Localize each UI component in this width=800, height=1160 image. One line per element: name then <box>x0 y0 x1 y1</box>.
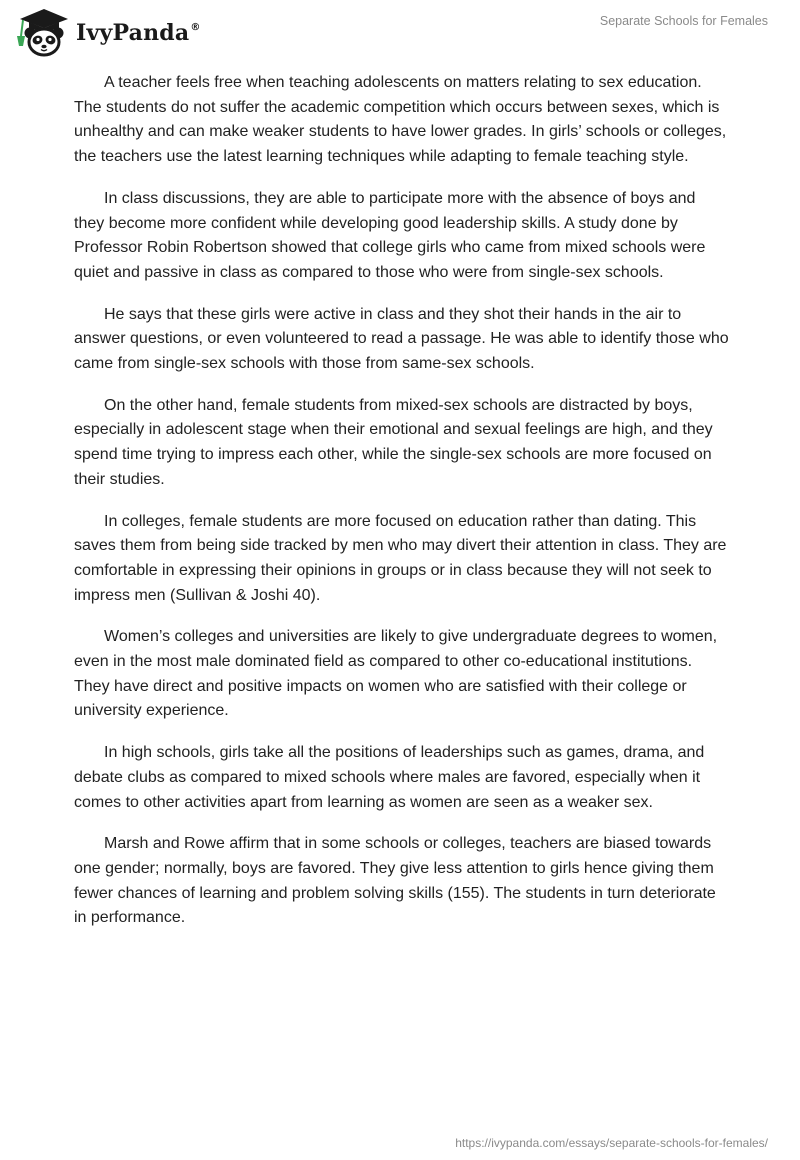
brand-text: IvyPanda <box>76 20 190 46</box>
paragraph: In colleges, female students are more focused on education rather than dating. This saves them from being side tracked by men who may divert their attention in class. They are comfortable in expressing their opinions in groups or in class because they will not seek to impress men (Sullivan & Joshi 40). <box>74 512 727 604</box>
panda-graduate-icon <box>14 6 72 58</box>
essay-body <box>74 71 730 948</box>
paragraph: Women’s colleges and universities are likely to give undergraduate degrees to women, even in the most male dominated field as compared to other co-educational institutions. They have direct and positive impacts on women who are satisfied with their college or university experience. <box>74 628 718 720</box>
document-title: Separate Schools for Females <box>599 14 768 28</box>
paragraph: In high schools, girls take all the positions of leaderships such as games, drama, and debate clubs as compared to mixed schools where males are favored, especially when it comes to other activities apart from learning as women are seen as a weaker sex. <box>74 744 705 811</box>
paragraph: Marsh and Rowe affirm that in some schools or colleges, teachers are biased towards one gender; normally, boys are favored. They give less attention to girls hence giving them fewer chances of learning and problem solving skills (155). The students in turn deteriorate in performance. <box>74 835 716 927</box>
paragraph: A teacher feels free when teaching adolescents on matters relating to sex education. The students do not suffer the academic competition which occurs between sexes, which is unhealthy and can make weaker students to have lower grades. In girls’ schools or colleges, the teachers use the latest learning techniques while adapting to female teaching style. <box>74 74 727 166</box>
registered-mark: ® <box>190 22 201 33</box>
brand-name <box>76 20 201 46</box>
paragraph: In class discussions, they are able to participate more with the absence of boys and they become more confident while developing good leadership skills. A study done by Professor Robin Robertson showed that college girls who came from mixed schools were quiet and passive in class as compared to those who were from single-sex schools. <box>74 189 706 281</box>
paragraph: He says that these girls were active in class and they shot their hands in the air to answer questions, or even volunteered to read a passage. He was able to identify those who came from single-sex schools with those from same-sex schools. <box>74 305 729 373</box>
source-url[interactable]: https://ivypanda.com/essays/separate-schools-for-females/ <box>455 1136 768 1150</box>
ivypanda-logo[interactable] <box>14 6 201 58</box>
page-header <box>0 0 800 70</box>
paragraph: On the other hand, female students from mixed-sex schools are distracted by boys, especially in adolescent stage when their emotional and sexual feelings are high, and they spend time trying to impress each other, while the single-sex schools are more focused on their studies. <box>74 396 713 488</box>
